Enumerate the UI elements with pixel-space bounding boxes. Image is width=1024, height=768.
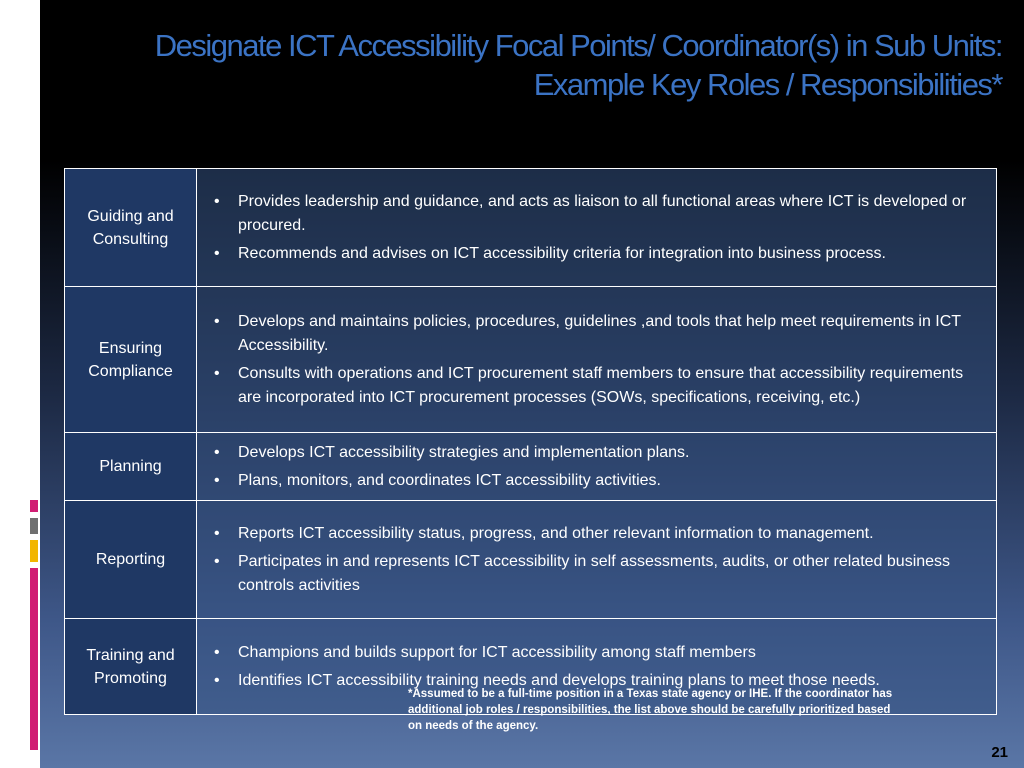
bullet-icon: •: [214, 313, 220, 330]
footnote: *Assumed to be a full-time position in a Texas state agency or IHE. If the coordinator has additional job roles / responsibilities, the list above should be carefully prioritized based on needs of the agency.: [408, 688, 893, 732]
responsibilities-cell: [197, 287, 997, 433]
bullet-icon: •: [214, 193, 220, 210]
responsibility-text: Recommends and advises on ICT accessibility criteria for integration into business process.: [238, 245, 886, 262]
responsibility-item: [209, 550, 984, 598]
slide-title-line-2: Example Key Roles / Responsibilities*: [533, 67, 1002, 102]
responsibility-text: Develops and maintains policies, procedures, guidelines ,and tools that help meet requirements in ICT Accessibility.: [238, 313, 961, 354]
role-cell: Reporting: [65, 501, 197, 619]
responsibility-item: [209, 441, 984, 465]
role-cell: Guiding and Consulting: [65, 169, 197, 287]
accent-segment-pink-long: [30, 568, 38, 750]
responsibility-list: [209, 310, 984, 410]
role-cell: Planning: [65, 433, 197, 501]
responsibility-item: [209, 242, 984, 266]
responsibility-text: Champions and builds support for ICT accessibility among staff members: [238, 644, 756, 661]
accent-segment-pink: [30, 500, 38, 512]
bullet-icon: •: [214, 644, 220, 661]
bullet-icon: •: [214, 444, 220, 461]
responsibility-list: [209, 441, 984, 493]
responsibilities-cell: [197, 433, 997, 501]
page-number: 21: [991, 744, 1008, 761]
responsibility-item: [209, 522, 984, 546]
accent-segment-yellow: [30, 540, 38, 562]
slide-title-line-1: Designate ICT Accessibility Focal Points/ Coordinator(s) in Sub Units:: [154, 28, 1002, 63]
roles-table: [64, 168, 997, 715]
bullet-icon: •: [214, 472, 220, 489]
table-row-planning: [65, 433, 997, 501]
responsibility-text: Participates in and represents ICT accessibility in self assessments, audits, or other related business controls activities: [238, 553, 951, 594]
responsibility-text: Develops ICT accessibility strategies and implementation plans.: [238, 444, 690, 461]
responsibility-item: [209, 310, 984, 358]
role-cell: Ensuring Compliance: [65, 287, 197, 433]
responsibility-item: [209, 641, 984, 665]
table-row-reporting: [65, 501, 997, 619]
responsibilities-cell: [197, 501, 997, 619]
table-row-guiding: [65, 169, 997, 287]
responsibility-item: [209, 469, 984, 493]
responsibility-item: [209, 362, 984, 410]
responsibility-text: Consults with operations and ICT procurement staff members to ensure that accessibility requirements are incorporated into ICT procurement processes (SOWs, specifications, receiving, etc.): [238, 365, 964, 406]
accent-segment-gray: [30, 518, 38, 534]
slide-title: [42, 26, 1002, 104]
table-row-compliance: [65, 287, 997, 433]
responsibility-text: Provides leadership and guidance, and acts as liaison to all functional areas where ICT is developed or procured.: [238, 193, 967, 234]
responsibilities-cell: [197, 169, 997, 287]
bullet-icon: •: [214, 245, 220, 262]
responsibility-list: [209, 522, 984, 598]
responsibility-text: Identifies ICT accessibility training needs and develops training plans to meet those needs.: [238, 672, 880, 689]
left-accent-bar: [0, 0, 40, 768]
role-cell: Training and Promoting: [65, 619, 197, 715]
bullet-icon: •: [214, 672, 220, 689]
bullet-icon: •: [214, 525, 220, 542]
bullet-icon: •: [214, 553, 220, 570]
responsibility-list: [209, 190, 984, 266]
bullet-icon: •: [214, 365, 220, 382]
responsibility-text: Reports ICT accessibility status, progress, and other relevant information to management.: [238, 525, 874, 542]
responsibility-text: Plans, monitors, and coordinates ICT accessibility activities.: [238, 472, 661, 489]
responsibility-item: [209, 190, 984, 238]
